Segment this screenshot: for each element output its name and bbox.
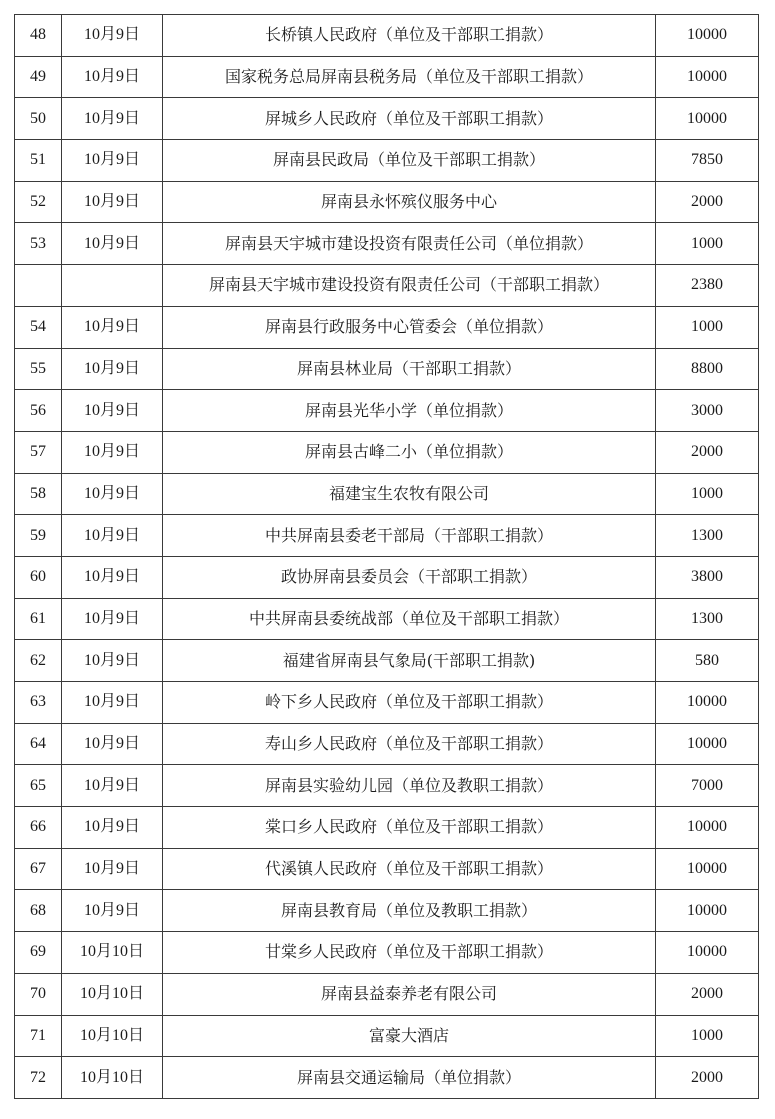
table-row — [15, 473, 759, 515]
donation-date-cell: 10月9日 — [62, 431, 163, 473]
donation-date-cell: 10月10日 — [62, 1057, 163, 1099]
donation-date-cell: 10月9日 — [62, 598, 163, 640]
donation-amount-cell: 2000 — [656, 973, 759, 1015]
row-number-cell: 54 — [15, 306, 62, 348]
donation-amount-cell: 1000 — [656, 223, 759, 265]
table-row — [15, 306, 759, 348]
table-row — [15, 515, 759, 557]
row-number-cell: 56 — [15, 390, 62, 432]
donor-name-cell: 长桥镇人民政府（单位及干部职工捐款） — [163, 15, 656, 57]
donor-name-cell: 福建省屏南县气象局(干部职工捐款) — [163, 640, 656, 682]
donation-date-cell: 10月9日 — [62, 765, 163, 807]
donation-date-cell: 10月9日 — [62, 98, 163, 140]
donation-amount-cell: 10000 — [656, 848, 759, 890]
row-number-cell: 53 — [15, 223, 62, 265]
donation-table-body — [15, 15, 759, 1099]
row-number-cell: 62 — [15, 640, 62, 682]
donor-name-cell: 中共屏南县委统战部（单位及干部职工捐款） — [163, 598, 656, 640]
donor-name-cell: 屏南县益泰养老有限公司 — [163, 973, 656, 1015]
donation-amount-cell: 1300 — [656, 515, 759, 557]
row-number-cell: 51 — [15, 140, 62, 182]
row-number-cell: 48 — [15, 15, 62, 57]
row-number-cell: 71 — [15, 1015, 62, 1057]
table-row — [15, 431, 759, 473]
row-number-cell: 69 — [15, 932, 62, 974]
table-row — [15, 890, 759, 932]
donor-name-cell: 中共屏南县委老干部局（干部职工捐款） — [163, 515, 656, 557]
row-number-cell: 63 — [15, 682, 62, 724]
donor-name-cell: 国家税务总局屏南县税务局（单位及干部职工捐款） — [163, 56, 656, 98]
donation-amount-cell: 2000 — [656, 1057, 759, 1099]
table-row — [15, 973, 759, 1015]
donor-name-cell: 岭下乡人民政府（单位及干部职工捐款） — [163, 682, 656, 724]
table-row — [15, 765, 759, 807]
donor-name-cell: 屏南县交通运输局（单位捐款） — [163, 1057, 656, 1099]
table-row — [15, 723, 759, 765]
donation-date-cell: 10月9日 — [62, 223, 163, 265]
row-number-cell: 50 — [15, 98, 62, 140]
table-row — [15, 56, 759, 98]
donor-name-cell: 屏南县民政局（单位及干部职工捐款） — [163, 140, 656, 182]
donor-name-cell: 屏南县永怀殡仪服务中心 — [163, 181, 656, 223]
donation-date-cell: 10月9日 — [62, 515, 163, 557]
row-number-cell: 57 — [15, 431, 62, 473]
donation-amount-cell: 2000 — [656, 431, 759, 473]
donation-amount-cell: 7000 — [656, 765, 759, 807]
table-row — [15, 598, 759, 640]
donation-date-cell: 10月10日 — [62, 1015, 163, 1057]
row-number-cell: 72 — [15, 1057, 62, 1099]
table-row — [15, 1057, 759, 1099]
donation-list-page — [14, 14, 758, 1099]
donation-date-cell: 10月9日 — [62, 306, 163, 348]
donation-amount-cell: 3800 — [656, 556, 759, 598]
row-number-cell: 67 — [15, 848, 62, 890]
row-number-cell: 70 — [15, 973, 62, 1015]
donor-name-cell: 屏南县古峰二小（单位捐款） — [163, 431, 656, 473]
donation-date-cell: 10月9日 — [62, 848, 163, 890]
donation-amount-cell: 3000 — [656, 390, 759, 432]
row-number-cell: 66 — [15, 807, 62, 849]
donation-amount-cell: 10000 — [656, 807, 759, 849]
table-row — [15, 556, 759, 598]
donation-date-cell: 10月9日 — [62, 15, 163, 57]
donor-name-cell: 富豪大酒店 — [163, 1015, 656, 1057]
donation-date-cell: 10月10日 — [62, 932, 163, 974]
row-number-cell: 60 — [15, 556, 62, 598]
table-row — [15, 848, 759, 890]
table-row — [15, 98, 759, 140]
table-row — [15, 223, 759, 265]
donation-date-cell: 10月9日 — [62, 140, 163, 182]
donation-amount-cell: 10000 — [656, 56, 759, 98]
donor-name-cell: 福建宝生农牧有限公司 — [163, 473, 656, 515]
donation-amount-cell: 580 — [656, 640, 759, 682]
donor-name-cell: 寿山乡人民政府（单位及干部职工捐款） — [163, 723, 656, 765]
donation-date-cell: 10月9日 — [62, 890, 163, 932]
donor-name-cell: 代溪镇人民政府（单位及干部职工捐款） — [163, 848, 656, 890]
donation-amount-cell: 1000 — [656, 473, 759, 515]
donor-name-cell: 棠口乡人民政府（单位及干部职工捐款） — [163, 807, 656, 849]
table-row — [15, 1015, 759, 1057]
donor-name-cell: 屏南县天宇城市建设投资有限责任公司（干部职工捐款） — [163, 265, 656, 307]
row-number-cell: 68 — [15, 890, 62, 932]
row-number-cell: 49 — [15, 56, 62, 98]
table-row — [15, 640, 759, 682]
table-row — [15, 932, 759, 974]
donation-amount-cell: 10000 — [656, 932, 759, 974]
donation-date-cell: 10月9日 — [62, 723, 163, 765]
table-row — [15, 682, 759, 724]
row-number-cell: 52 — [15, 181, 62, 223]
donation-table — [14, 14, 759, 1099]
row-number-cell: 59 — [15, 515, 62, 557]
row-number-cell: 58 — [15, 473, 62, 515]
row-number-cell: 64 — [15, 723, 62, 765]
donation-amount-cell: 10000 — [656, 682, 759, 724]
donation-date-cell: 10月9日 — [62, 56, 163, 98]
donation-amount-cell: 2000 — [656, 181, 759, 223]
donation-amount-cell: 1300 — [656, 598, 759, 640]
donation-date-cell: 10月9日 — [62, 682, 163, 724]
table-row — [15, 265, 759, 307]
donation-date-cell: 10月10日 — [62, 973, 163, 1015]
donor-name-cell: 政协屏南县委员会（干部职工捐款） — [163, 556, 656, 598]
table-row — [15, 807, 759, 849]
donor-name-cell: 屏南县行政服务中心管委会（单位捐款） — [163, 306, 656, 348]
donation-date-cell: 10月9日 — [62, 807, 163, 849]
row-number-cell — [15, 265, 62, 307]
donation-amount-cell: 7850 — [656, 140, 759, 182]
donation-amount-cell: 1000 — [656, 1015, 759, 1057]
donor-name-cell: 屏南县光华小学（单位捐款） — [163, 390, 656, 432]
table-row — [15, 15, 759, 57]
table-row — [15, 390, 759, 432]
donation-date-cell: 10月9日 — [62, 181, 163, 223]
donor-name-cell: 屏城乡人民政府（单位及干部职工捐款） — [163, 98, 656, 140]
donation-date-cell: 10月9日 — [62, 348, 163, 390]
donation-amount-cell: 10000 — [656, 723, 759, 765]
donor-name-cell: 屏南县天宇城市建设投资有限责任公司（单位捐款） — [163, 223, 656, 265]
donor-name-cell: 屏南县教育局（单位及教职工捐款） — [163, 890, 656, 932]
donation-amount-cell: 8800 — [656, 348, 759, 390]
donor-name-cell: 屏南县林业局（干部职工捐款） — [163, 348, 656, 390]
donation-date-cell: 10月9日 — [62, 390, 163, 432]
table-row — [15, 181, 759, 223]
row-number-cell: 55 — [15, 348, 62, 390]
donation-amount-cell: 2380 — [656, 265, 759, 307]
donation-date-cell: 10月9日 — [62, 640, 163, 682]
donation-date-cell — [62, 265, 163, 307]
donor-name-cell: 屏南县实验幼儿园（单位及教职工捐款） — [163, 765, 656, 807]
donation-amount-cell: 10000 — [656, 15, 759, 57]
donation-date-cell: 10月9日 — [62, 556, 163, 598]
donation-amount-cell: 10000 — [656, 98, 759, 140]
donation-amount-cell: 1000 — [656, 306, 759, 348]
donor-name-cell: 甘棠乡人民政府（单位及干部职工捐款） — [163, 932, 656, 974]
row-number-cell: 65 — [15, 765, 62, 807]
table-row — [15, 140, 759, 182]
donation-date-cell: 10月9日 — [62, 473, 163, 515]
row-number-cell: 61 — [15, 598, 62, 640]
table-row — [15, 348, 759, 390]
donation-amount-cell: 10000 — [656, 890, 759, 932]
